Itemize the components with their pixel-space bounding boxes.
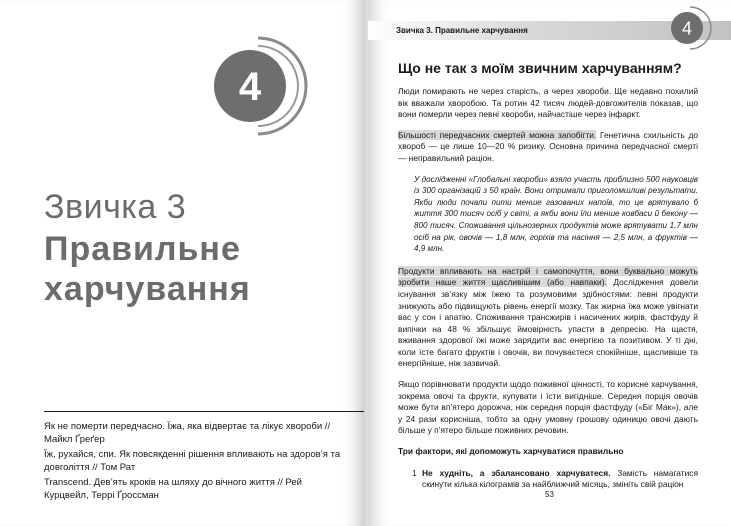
list-item xyxy=(412,468,698,491)
chapter-title-line-2: харчування xyxy=(44,270,251,308)
chapter-number-badge xyxy=(208,36,308,136)
chapter-title-line-1: Правильне xyxy=(44,230,241,268)
left-page xyxy=(0,0,365,526)
right-page xyxy=(368,0,731,526)
chapter-title xyxy=(44,229,344,309)
reference-item: Їж, рухайся, спи. Як повсякденні рішення впливають на здоров’я та довголіття // Том Рат xyxy=(44,448,341,474)
page-number: 53 xyxy=(545,490,554,499)
list-item-rest: Замість намагатися скинути кілька кілограмів за найближчий місяць, змініть свій раціон xyxy=(422,467,698,490)
chapter-number-badge-small xyxy=(668,6,712,50)
paragraph-text: Дослідження довели існування зв’язку між їжею та розумовими здібностями: певні продукти знижують або підвищують рівень енергії мозку. Так жирна їжа може увігнати вас у сон і апатію. Споживання трансжирів і насичених жирів, фастфуду й випічки на 48 % збільшує ймовірність упасти в депресію. На щастя, вживання здорової їжі може зарядити вас енергією та позитивом. У ті дні, коли їсте багато фруктів і овочів, ви почуваєтеся спокійніше, щасливіше та енергійніше, ніж зазвичай. xyxy=(398,277,698,369)
references-list xyxy=(44,420,349,503)
reference-item: Як не померти передчасно. Їжа, яка відвертає та лікує хвороби // Майкл Ґреґер xyxy=(44,421,331,446)
highlighted-text: Продукти впливають на настрій і самопочуття, вони буквально можуть зробити наше життя щасливішим (або навпаки). xyxy=(398,265,698,288)
study-quote: У дослідженні «Глобальні хвороби» взяло участь приблизно 500 науковців із 300 організацій з 50 країн. Вони отримали приголомшливі результати. Якби люди почали пити менше газованих напоїв, то це врятувало б життя 300 тисяч осіб у світі, а якби вони їли менше ковбаси й бекону — 800 тисяч. Споживання цільнозерних продуктів може врятувати 1,7 млн осіб на рік, овочів — 1,8 млн, горіхів та насіння — 2,5 млн, а фруктів — 4,9 млн. xyxy=(414,174,698,254)
paragraph-4: Якщо порівнювати продукти щодо поживної цінності, то корисне харчування, зокрема овочі та фрукти, купувати і їсти вигідніше. Середня порція овочів може бути вп’ятеро дорожча, ніж середня порція фастфуду («Біг Мак»), але у 24 рази корисніша, тобто за одну умовну грошову одиницю овочі дають більше у п’ятеро більше поживних речовин. xyxy=(398,379,698,436)
chapter-number-small: 4 xyxy=(681,18,693,39)
paragraph-1: Люди помирають не через старість, а через хвороби. Ще недавно похилий вік вважали хворобою. Та ротин 42 тисяч людей-довгожителів показав, що вони померли через певні хвороби, найчастіше через інфаркт. xyxy=(398,86,698,120)
paragraph-3 xyxy=(398,266,698,370)
paragraph-2 xyxy=(398,130,698,165)
chapter-kicker: Звичка 3 xyxy=(44,188,187,226)
factors-heading: Три фактори, які допоможуть харчуватися правильно xyxy=(398,446,624,457)
list-item-number: 1 xyxy=(412,467,417,478)
article-body xyxy=(398,60,698,491)
paragraph-text: Генетична схильність до хвороб — це лише 10—20 % ризику. Основна причина передчасної смерті — неправильний раціон. xyxy=(398,129,698,163)
running-header: Звичка 3. Правильне харчування xyxy=(396,26,528,35)
references-divider xyxy=(44,411,364,412)
highlighted-text: Більшості передчасних смертей можна запобігти. xyxy=(398,129,597,140)
chapter-number: 4 xyxy=(238,65,262,109)
reference-item: Transcend. Дев’ять кроків на шляху до вічного життя // Рей Курцвейл, Террі Ґроссман xyxy=(44,476,302,502)
section-heading: Що не так з моїм звичним харчуванням? xyxy=(398,60,682,76)
list-item-text xyxy=(422,468,698,491)
list-item-bold: Не худніть, а збалансовано харчуватеся. xyxy=(422,467,611,478)
